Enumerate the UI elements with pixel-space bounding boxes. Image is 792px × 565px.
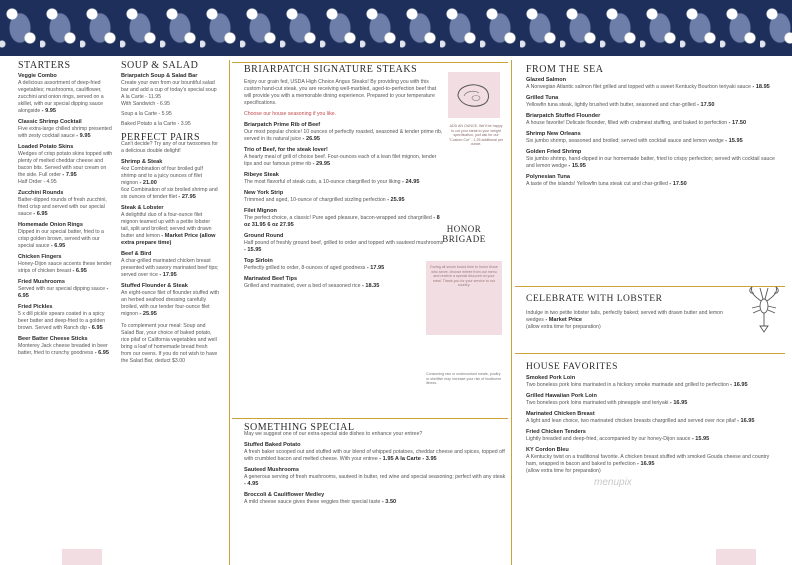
item-price: - 16.95 xyxy=(730,382,748,388)
item-price: - 8 oz 31.95 6 oz 27.95 xyxy=(244,215,440,228)
item-name: Shrimp New Orleans xyxy=(526,131,581,137)
menu-item xyxy=(18,119,114,140)
item-desc xyxy=(18,286,114,300)
item-price: - 17.95 xyxy=(159,272,177,278)
item-desc-text: A char-grilled marinated chicken breast presented with savory marinated beef tips; served over rice xyxy=(121,258,219,278)
item-desc xyxy=(526,156,778,170)
item-desc xyxy=(121,166,219,187)
lobster-rule-bottom xyxy=(515,353,785,354)
item-desc xyxy=(526,102,778,109)
item-desc xyxy=(244,129,444,143)
ounce-note: ADD AN OUNCE. We'll be happy to cut your steak to your weight specification, just ask for our "Custom Cut" - 1.25 additional per ounce. xyxy=(448,124,504,147)
item-price: - 15.95 xyxy=(691,436,710,442)
item-desc-text: A Kentucky twist on a traditional favorite. A chicken breast stuffed with smoked Gouda cheese and country ham, wrapped in bacon and baked to perfection xyxy=(526,454,770,467)
menu-item xyxy=(18,254,114,275)
special-rule xyxy=(232,418,508,419)
item-desc-text: Batter-dipped rounds of fresh zucchini, fried crisp and served with our special sauce xyxy=(18,197,107,217)
sea-column xyxy=(526,66,778,188)
item-desc-text: Dipped in our special batter, fried to a crisp golden brown, served with our special sauce xyxy=(18,229,104,249)
item-desc-text: Six jumbo shrimp, seasoned and broiled; served with cocktail sauce and lemon wedge xyxy=(526,138,724,144)
item-desc xyxy=(121,212,219,247)
item-name: Beef & Bird xyxy=(121,251,152,257)
menu-item xyxy=(526,411,778,425)
house-list xyxy=(526,375,778,475)
item-desc-text: A mild cheese sauce gives these veggies their special taste xyxy=(244,499,381,505)
starters-title: STARTERS xyxy=(18,60,71,71)
signature-rule-top xyxy=(232,62,508,63)
item-desc-text: The perfect choice, a classic! Pure aged pleasure, bacon-wrapped and chargrilled xyxy=(244,215,432,221)
item-desc xyxy=(18,126,114,140)
house-column xyxy=(526,364,778,475)
pairs-title: PERFECT PAIRS xyxy=(121,132,201,143)
item-desc-text: A light and lean choice, two marinated chicken breasts chargrilled and served over rice pilaf xyxy=(526,418,736,424)
menu-item xyxy=(18,304,114,332)
item-desc-text: A generous serving of fresh mushrooms, sauteed in butter, red wine and special seasoning; perfect with any steak xyxy=(244,474,506,480)
item-name: Sauteed Mushrooms xyxy=(244,467,300,473)
item-name: Shrimp & Steak xyxy=(121,159,163,165)
item-name: Grilled Hawaiian Pork Loin xyxy=(526,393,597,399)
item-desc xyxy=(121,258,219,279)
item-price: - 25.95 xyxy=(139,311,157,317)
item-name: Golden Fried Shrimp xyxy=(526,149,582,155)
item-desc xyxy=(18,80,114,115)
menu-item xyxy=(244,147,444,168)
item-name: Zucchini Rounds xyxy=(18,190,64,196)
starters-column xyxy=(18,62,114,357)
item-desc xyxy=(18,261,114,275)
item-price: - 4.95 xyxy=(244,481,259,487)
item-price: - 18.95 xyxy=(752,84,770,90)
item-price: - 6.95 xyxy=(72,268,87,274)
menu-item xyxy=(526,429,778,443)
damask-banner xyxy=(0,0,792,56)
item-desc xyxy=(526,436,778,443)
item-name: Fried Chicken Tenders xyxy=(526,429,586,435)
lobster-section xyxy=(526,296,740,331)
watermark: menupix xyxy=(594,477,632,488)
item-price: - Market Price (allow extra prepare time) xyxy=(121,233,216,246)
item-desc-text: Six jumbo shrimp, hand-dipped in our homemade batter, fried to crispy perfection; served with cocktail sauce and lemon wedge xyxy=(526,156,775,169)
item-price: - 7.95 xyxy=(62,172,77,178)
special-column xyxy=(244,424,506,506)
item-price: - 15.95 xyxy=(568,163,586,169)
item-name: Stuffed Flounder & Steak xyxy=(121,283,188,289)
item-price: - 6.95 xyxy=(18,286,109,299)
menu-item xyxy=(18,73,114,115)
menu-item xyxy=(121,159,219,201)
item-half: Half Order - 4.95 xyxy=(18,179,57,185)
item-desc-text: Two boneless pork loins marinated with pineapple and teriyaki xyxy=(526,400,669,406)
item-price: - 3.50 xyxy=(381,499,397,505)
item-desc xyxy=(244,154,444,168)
item-desc xyxy=(526,454,778,468)
item-desc xyxy=(244,179,444,186)
signature-intro: Enjoy our grain fed, USDA High Choice Angus Steaks! By providing you with this custom hand-cut steak, you are receiving well-marbled, aged-to-perfection beef that will provide you with a memorable dining experience. Prepared to your temperature specifications. xyxy=(244,79,437,106)
menu-item xyxy=(244,467,506,488)
honor-title: HONOR BRIGADE xyxy=(442,224,486,244)
menu-item xyxy=(526,95,778,109)
item-price: - 26.95 xyxy=(302,136,320,142)
item-desc-text: Half pound of freshly ground beef, grilled to order and topped with sauteed mushrooms xyxy=(244,240,444,246)
item-desc-text: Perfectly grilled to order, 8-ounces of aged goodness xyxy=(244,265,366,271)
item-price: - 6.95 xyxy=(50,243,66,249)
item-name: Beer Batter Cheese Sticks xyxy=(18,336,88,342)
item-name: Trio of Beef, for the steak lover! xyxy=(244,147,328,153)
item-name: Briarpatch Prime Rib of Beef xyxy=(244,122,321,128)
item-price: - 9.95 xyxy=(76,133,91,139)
menu-item xyxy=(244,442,506,463)
item-desc-text: A Norwegian Atlantic salmon filet grilled and topped with a sweet Kentucky Bourbon teriyaki sauce xyxy=(526,84,751,90)
item-desc xyxy=(18,229,114,250)
item-name: Marinated Beef Tips xyxy=(244,276,298,282)
item-name: Fried Mushrooms xyxy=(18,279,65,285)
menu-item xyxy=(526,113,778,127)
item-desc-text: A house favorite! Delicate flounder, filled with crabmeat stuffing, and baked to perfection xyxy=(526,120,728,126)
pairs-intro: Can't decide? Try any of our twosomes for a delicious double delight! xyxy=(121,141,219,154)
item-extra-price: - 27.95 xyxy=(178,194,196,200)
honor-text: During all sworn board time to honor those who serve, choose entree from our menu and receive a special discount on your meal. Thank you for your service to our country. xyxy=(430,265,498,288)
item-name: Polynesian Tuna xyxy=(526,174,571,180)
menu-item xyxy=(526,131,778,145)
item-price: - 6.95 xyxy=(94,350,110,356)
item-desc xyxy=(121,290,219,318)
item-desc-text: Two boneless pork loins marinated in a hickory smoke marinade and grilled to perfection xyxy=(526,382,729,388)
special-intro: May we suggest one of our extra-special side dishes to enhance your entree? xyxy=(244,431,423,437)
menu-item xyxy=(244,122,444,143)
menu-item xyxy=(121,205,219,247)
item-price: - 9.95 xyxy=(41,108,56,114)
menu-item xyxy=(244,190,444,204)
menu-item xyxy=(244,276,444,290)
signature-title: BRIARPATCH SIGNATURE STEAKS xyxy=(244,64,418,75)
item-name: Briarpatch Stuffed Flounder xyxy=(526,113,601,119)
soup-title: SOUP & SALAD xyxy=(121,60,199,71)
lobster-title: CELEBRATE WITH LOBSTER xyxy=(526,294,663,304)
soup-salad-bar: Briarpatch Soup & Salad Bar Create your own from our bountiful salad bar and add a cup of today's special soup A la Carte - 11.95 With Sandwich - 6.95 Soup a la Carte - 5.95 Baked Potato a la Carte - 3.95 xyxy=(121,73,217,127)
menu-item xyxy=(244,233,444,254)
item-desc-text: 4oz Combination of four broiled gulf shrimp and to a juicy ounces of filet mignon xyxy=(121,166,203,186)
special-list xyxy=(244,442,506,506)
item-desc xyxy=(18,151,114,179)
item-desc-text: Five extra-large chilled shrimp presented with zesty cocktail sauce xyxy=(18,126,112,139)
item-desc-text: Honey-Dijon sauce accents these tender strips of chicken breast xyxy=(18,261,112,274)
item-note: (allow extra time for preparation) xyxy=(526,468,601,474)
item-name: Ground Round xyxy=(244,233,284,239)
item-name: Loaded Potato Skins xyxy=(18,144,74,150)
menu-item xyxy=(244,258,444,272)
item-desc-text: A delicious assortment of deep-fried vegetables; mushrooms, cauliflower, zucchini and onion rings, served on a skillet, with our special dipping sauce alongside xyxy=(18,80,104,114)
item-name: Grilled Tuna xyxy=(526,95,559,101)
steak-list xyxy=(244,122,444,290)
item-desc xyxy=(18,343,114,357)
item-price: - 1.95 A la Carte - 3.95 xyxy=(379,456,437,462)
signature-column xyxy=(244,66,444,290)
menu-item xyxy=(18,279,114,300)
item-desc xyxy=(526,84,778,91)
menu-item xyxy=(121,283,219,318)
house-title: HOUSE FAVORITES xyxy=(526,362,618,372)
item-name: Classic Shrimp Cocktail xyxy=(18,119,82,125)
item-desc xyxy=(244,215,444,229)
item-desc-text: A delightful duo of a four-ounce filet mignon teamed up with a petite lobster tail, split and broiled; served with drawn butter and lemon xyxy=(121,212,212,239)
item-price: - 17.50 xyxy=(669,181,687,187)
item-desc xyxy=(526,181,778,188)
soup-pairs-column xyxy=(121,62,219,365)
menu-item xyxy=(526,149,778,170)
signature-choose: Choose our house seasoning if you like. xyxy=(244,111,336,117)
item-price: - 21.00 xyxy=(139,180,157,186)
menu-item xyxy=(526,77,778,91)
item-name: New York Strip xyxy=(244,190,284,196)
item-desc xyxy=(244,474,506,488)
lobster-desc: Indulge in two petite lobster tails, perfectly baked; served with drawn butter and lemon wedges - Market Price xyxy=(526,310,723,323)
item-name: Veggie Combo xyxy=(18,73,57,79)
item-desc xyxy=(526,400,778,407)
item-desc-text: Grilled and marinated, over a bed of seasoned rice xyxy=(244,283,361,289)
menu-item xyxy=(244,172,444,186)
item-name: Steak & Lobster xyxy=(121,205,164,211)
item-desc-text: Trimmed and aged, 10-ounce of chargrilled sizzling perfection xyxy=(244,197,386,203)
item-desc-text: The most flavorful of steak cuts, a 10-ounce chargrilled to your liking xyxy=(244,179,401,185)
special-title: SOMETHING SPECIAL xyxy=(244,422,355,433)
item-name: Broccoli & Cauliflower Medley xyxy=(244,492,325,498)
item-name: KY Cordon Bleu xyxy=(526,447,569,453)
honor-footnote: Consuming raw or undercooked meats, poultry or shellfish may increase your risk of foodborne illness. xyxy=(426,372,502,386)
item-desc-text: A taste of the islands! Yellowfin tuna steak cut and char-grilled xyxy=(526,181,668,187)
item-desc xyxy=(526,418,778,425)
lobster-icon xyxy=(744,284,784,336)
item-desc-text: Served with our special dipping sauce xyxy=(18,286,106,292)
item-desc xyxy=(18,311,114,332)
item-desc xyxy=(244,240,444,254)
item-name: Marinated Chicken Breast xyxy=(526,411,595,417)
item-price: - 16.95 xyxy=(737,418,755,424)
item-desc xyxy=(244,197,444,204)
menu-item xyxy=(526,375,778,389)
sea-list xyxy=(526,77,778,188)
item-price: - 6.95 xyxy=(33,211,48,217)
item-desc-text: Monterey Jack cheese breaded in beer batter, fried to crunchy goodness xyxy=(18,343,108,356)
item-price: - 17.50 xyxy=(697,102,715,108)
item-price: - 15.95 xyxy=(725,138,743,144)
pairs-note: To complement your meal: Soup and Salad Bar, your choice of baked potato, rice pilaf or California vegetables and well bring a loaf of homemade bread fresh from our ovens. If you do not wish to have the Salad Bar, deduct $3.00 xyxy=(121,323,218,364)
divider-right xyxy=(511,60,512,565)
item-desc xyxy=(244,283,444,290)
item-price: - 16.95 xyxy=(637,461,655,467)
item-name: Chicken Fingers xyxy=(18,254,62,260)
item-desc-text: 5 x dill pickle spears coated in a spicy beer batter and deep-fried to a golden brown. Served with Ranch dip xyxy=(18,311,106,331)
item-extra xyxy=(121,187,219,201)
corner-block-right xyxy=(716,549,756,565)
item-name: Ribeye Steak xyxy=(244,172,279,178)
item-price: - 17.50 xyxy=(728,120,747,126)
item-extra-text: 6oz Combination of six broiled shrimp and six ounces of tender filet xyxy=(121,187,218,200)
item-price: - 17.95 xyxy=(366,265,385,271)
item-price: - 29.95 xyxy=(312,161,331,167)
menu-item xyxy=(18,190,114,218)
item-desc xyxy=(526,138,778,145)
menu-item xyxy=(526,447,778,475)
divider-left xyxy=(229,60,230,565)
item-desc-text: Wedges of crisp potato skins topped with plenty of melted cheddar cheese and bacon bits. Served with sour cream on the side. Full order xyxy=(18,151,113,178)
item-name: Filet Mignon xyxy=(244,208,277,214)
item-price: - 18.35 xyxy=(361,283,380,289)
item-desc xyxy=(18,197,114,218)
item-price: - 6.95 xyxy=(88,325,103,331)
item-name: Glazed Salmon xyxy=(526,77,567,83)
menu-item xyxy=(244,492,506,506)
item-desc xyxy=(526,120,778,127)
item-desc-text: Lightly breaded and deep-fried, accompanied by our honey-Dijon sauce xyxy=(526,436,691,442)
item-desc-text: A fresh baker scooped out and stuffed with our blend of whipped potatoes, cheddar cheese and spices, topped off with crumbled bacon and melted cheese. With your entree xyxy=(244,449,505,462)
item-price: - 24.95 xyxy=(402,179,420,185)
menu-item xyxy=(526,174,778,188)
item-desc xyxy=(244,449,506,463)
item-name: Top Sirloin xyxy=(244,258,273,264)
item-name: Fried Pickles xyxy=(18,304,53,310)
sea-title: FROM THE SEA xyxy=(526,64,604,75)
item-desc xyxy=(244,499,506,506)
item-desc-text: Yellowfin tuna steak, lightly brushed with butter, seasoned and char-grilled xyxy=(526,102,696,108)
steak-icon xyxy=(454,80,494,110)
item-name: Homemade Onion Rings xyxy=(18,222,83,228)
starters-list xyxy=(18,73,114,357)
item-name: Stuffed Baked Potato xyxy=(244,442,301,448)
item-desc-text: Our most popular choice! 10 ounces of perfectly roasted, seasoned & tender prime rib, served in its natural juice xyxy=(244,129,443,142)
menu-item xyxy=(18,144,114,186)
menu-item xyxy=(121,251,219,279)
item-price: - 16.95 xyxy=(669,400,688,406)
item-price: - 25.95 xyxy=(387,197,405,203)
item-name: Smoked Pork Loin xyxy=(526,375,576,381)
item-desc xyxy=(244,265,444,272)
lobster-note: (allow extra time for preparation) xyxy=(526,324,601,330)
corner-block-left xyxy=(62,549,102,565)
menu-item xyxy=(526,393,778,407)
item-desc-text: An eight-ounce filet of flounder stuffed with an herbed seafood dressing carefully broiled, with our tender four-ounce filet mignon xyxy=(121,290,219,317)
item-desc-text: A hearty meal of grill of choice beef. Four-ounces each of a lean filet mignon, tender tips and our famous prime rib xyxy=(244,154,437,167)
item-desc xyxy=(526,382,778,389)
pairs-list xyxy=(121,159,219,318)
menu-item xyxy=(244,208,444,229)
menu-item xyxy=(18,222,114,250)
menu-item xyxy=(18,336,114,357)
item-price: - 15.95 xyxy=(244,247,262,253)
